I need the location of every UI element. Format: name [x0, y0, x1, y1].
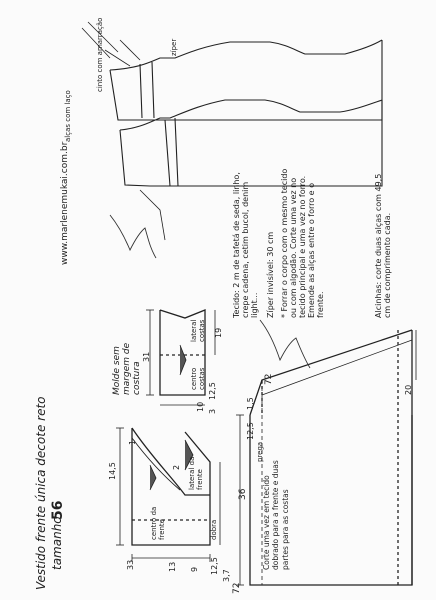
illustration-note-zip: zíper — [170, 38, 178, 56]
bodice-center-front-label: centro da frente — [150, 506, 166, 540]
pattern-title-line-2: tamanho — [50, 516, 64, 570]
instructions-fabric: Tecido: 2 m de tafetá de seda, linho, crepe cadena, cetim bucol, denim light... — [232, 172, 259, 318]
skirt-width: 72 — [264, 373, 274, 385]
back-side-label: lateral costas — [190, 319, 206, 342]
bodice-mark-2: 2 — [172, 464, 181, 470]
bodice-height-4: 12,5 — [210, 557, 219, 575]
bodice-height-5: 3,7 — [222, 569, 231, 582]
illustration-note-belt: cinto com amarração — [96, 17, 104, 92]
bodice-front-pattern-piece — [116, 428, 220, 562]
skirt-pleat-label: prega — [256, 441, 264, 462]
back-small-1: 10 — [196, 401, 205, 412]
skirt-height: 36 — [238, 488, 248, 500]
bodice-height-2: 13 — [168, 561, 177, 572]
mold-note-line-1: Molde sem — [112, 346, 122, 395]
skirt-cut-note: Corte uma vez em tecido dobrado para a frente e duas partes para as costas — [262, 460, 290, 570]
mold-note-line-2: margem de — [122, 342, 132, 395]
back-height: 31 — [142, 351, 151, 362]
bodice-top-width: 14,5 — [108, 462, 117, 480]
website-url: www.marlenemukai.com.br — [60, 141, 70, 265]
bodice-mark-1: 1 — [128, 439, 137, 445]
instructions-zipper: Zíper invisível: 30 cm — [266, 231, 275, 318]
mold-note-line-3: costura — [132, 361, 142, 395]
instructions-lining: * Forrar o corpo com o mesmo tecido ou com algodão. Corte uma vez no tecido principal e uma vez no forro. Emende as alças entre o forro e o frente. — [280, 168, 325, 318]
instructions-straps: Alcinhas: corte duas alças com 49,5 cm de comprimento cada. — [374, 173, 392, 318]
bodice-height-3: 9 — [190, 566, 199, 572]
back-small-2: 3 — [208, 408, 217, 414]
pattern-title-line-1: Vestido frente única decote reto — [34, 396, 48, 590]
pattern-size: 56 — [50, 500, 66, 520]
back-center-label: centro costas — [190, 367, 206, 390]
back-width: 19 — [214, 327, 223, 338]
skirt-top-small-2: 1,5 — [246, 397, 255, 410]
bodice-height-1: 33 — [126, 559, 135, 570]
illustration-note-straps: alças com laço — [64, 90, 72, 142]
skirt-right-small: 20 — [404, 384, 413, 395]
back-bottom-width: 12,5 — [208, 382, 217, 400]
bodice-fold-label: dobra — [210, 519, 218, 540]
skirt-top-small: 12,5 — [246, 422, 255, 440]
bodice-side-front-label: lateral da frente — [188, 456, 204, 490]
skirt-height-2: 72 — [232, 582, 242, 594]
